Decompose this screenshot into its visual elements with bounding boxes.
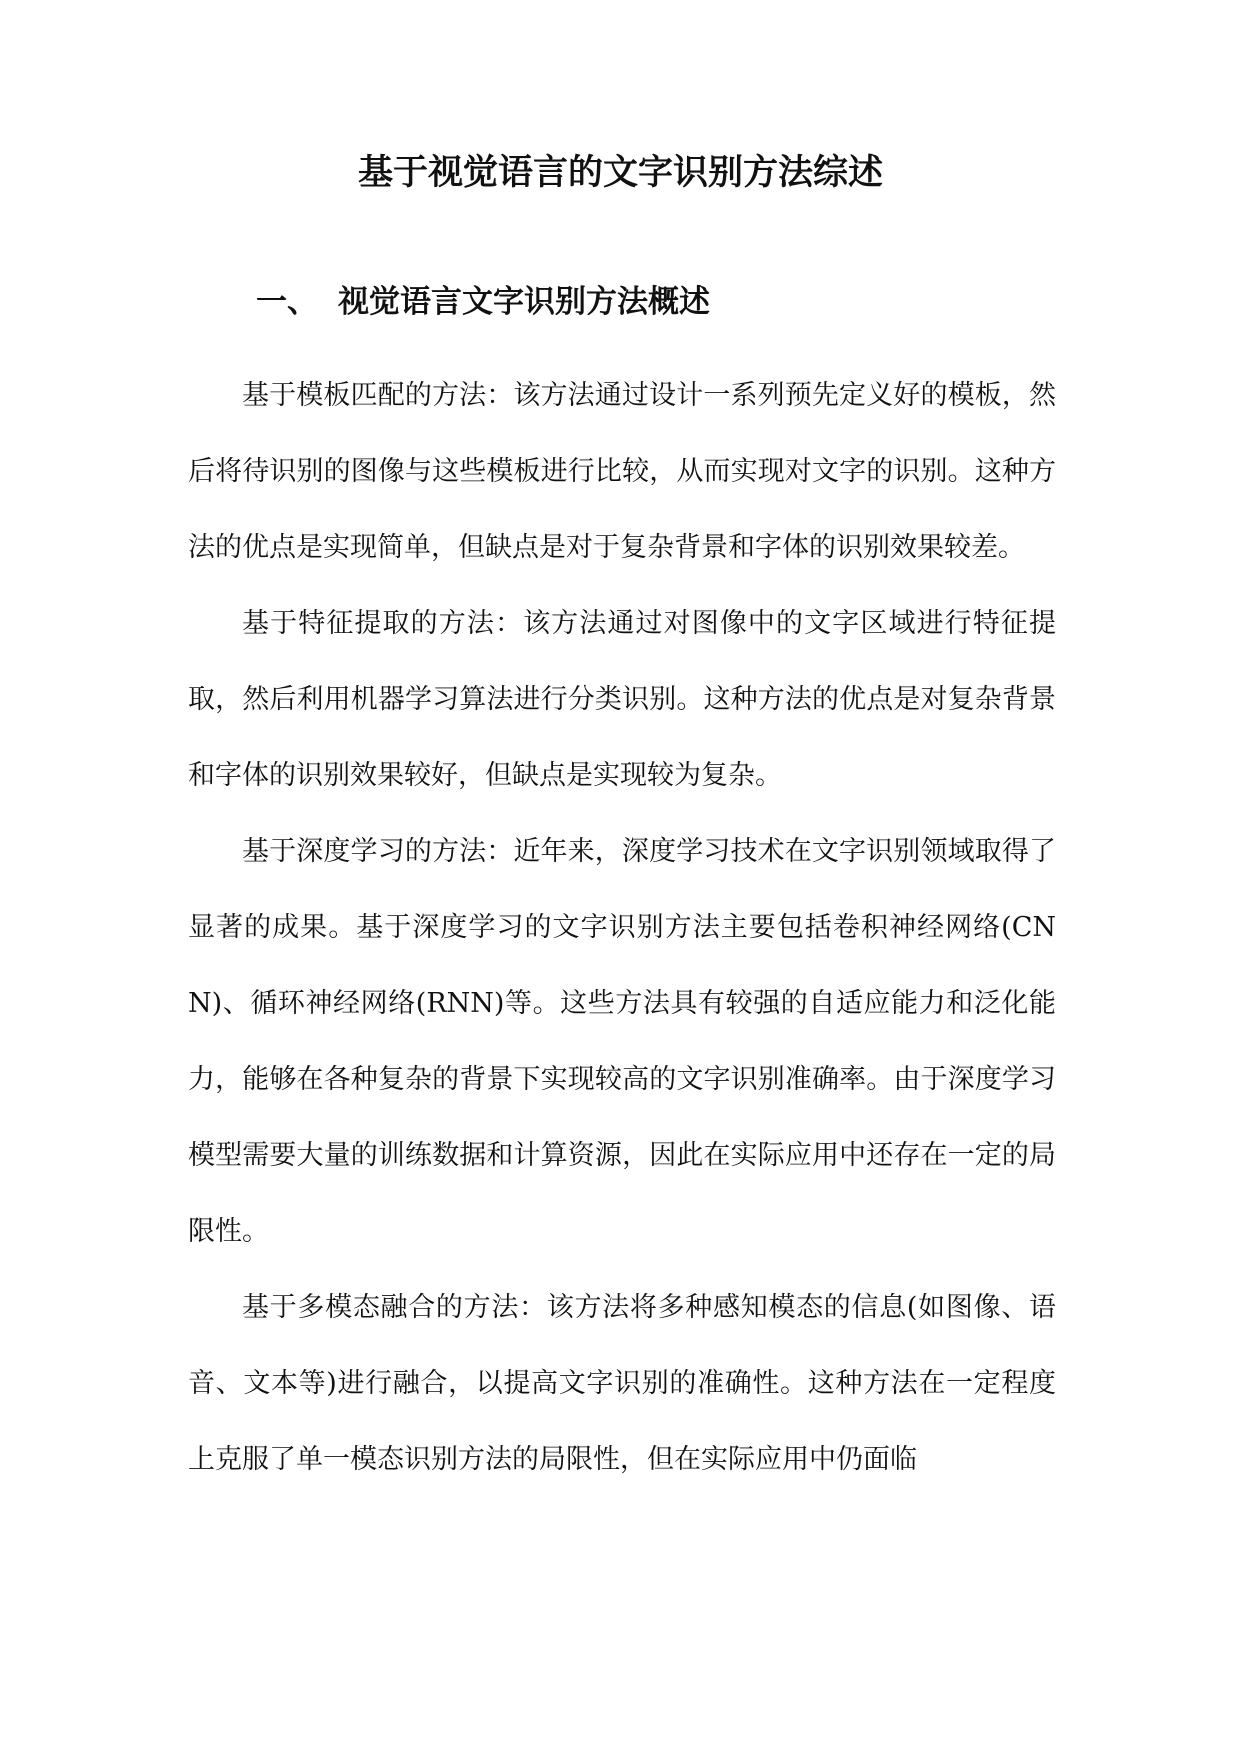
paragraph-template-matching: 基于模板匹配的方法：该方法通过设计一系列预先定义好的模板，然后将待识别的图像与这些模板进行比较，从而实现对文字的识别。这种方法的优点是实现简单，但缺点是对于复杂背景和字体的识别效果较差。 xyxy=(188,380,1056,563)
paragraph-multimodal-fusion: 基于多模态融合的方法：该方法将多种感知模态的信息(如图像、语音、文本等)进行融合，以提高文字识别的准确性。这种方法在一定程度上克服了单一模态识别方法的局限性，但在实际应用中仍面临 xyxy=(188,1292,1056,1475)
section-heading xyxy=(256,280,710,324)
section-heading-text: 视觉语言文字识别方法概述 xyxy=(338,284,710,320)
section-number: 一、 xyxy=(256,284,318,320)
paragraph-feature-extraction: 基于特征提取的方法：该方法通过对图像中的文字区域进行特征提取，然后利用机器学习算法进行分类识别。这种方法的优点是对复杂背景和字体的识别效果较好，但缺点是实现较为复杂。 xyxy=(188,608,1056,791)
paragraph-deep-learning: 基于深度学习的方法：近年来，深度学习技术在文字识别领域取得了显著的成果。基于深度学习的文字识别方法主要包括卷积神经网络(CNN)、循环神经网络(RNN)等。这些方法具有较强的自适应能力和泛化能力，能够在各种复杂的背景下实现较高的文字识别准确率。由于深度学习模型需要大量的训练数据和计算资源，因此在实际应用中还存在一定的局限性。 xyxy=(188,836,1056,1247)
document-title: 基于视觉语言的文字识别方法综述 xyxy=(357,152,883,193)
body-text xyxy=(188,358,1056,1498)
